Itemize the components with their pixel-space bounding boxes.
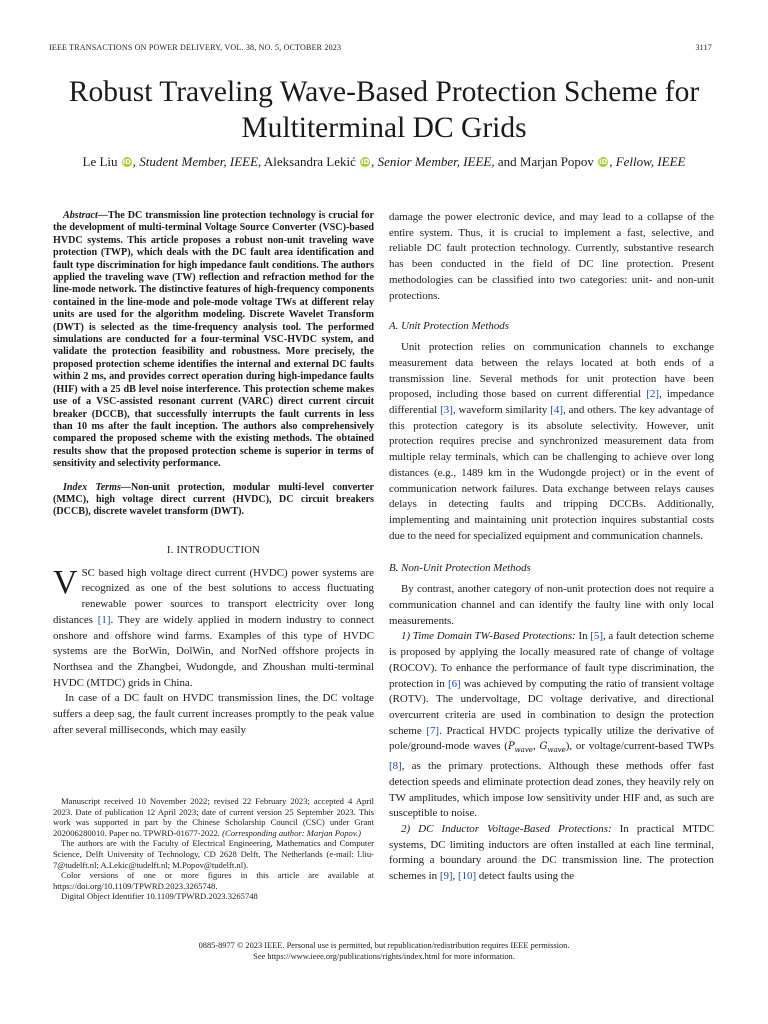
footnote-color-versions: Color versions of one or more figures in this article are available at https://doi.org/10.1109/TPWRD.2023.3265748. [53,870,374,891]
abstract [53,210,374,471]
footnote-manuscript [53,796,374,838]
body-text: , impedance differential [389,388,714,417]
citation-link[interactable]: [2] [646,388,659,401]
body-text: . Practical HVDC projects typically utilize the derivative of pole/ground-mode waves ( [389,724,714,753]
author-conjunction: and [497,154,517,169]
page-number: 3117 [695,43,712,52]
citation-link[interactable]: [10] [457,870,477,883]
citation-link[interactable]: [7] [426,724,440,737]
body-text: Unit protection relies on communication channels to exchange measurement data between the relays located at both ends of a transmission line. Several methods for unit protection have been proposed, including those based on current differential [389,341,714,401]
body-text: , waveform similarity [452,404,551,417]
subsection-heading-a: A. Unit Protection Methods [389,320,509,333]
section-heading-introduction [53,545,374,556]
inductor-voltage-paragraph [389,822,714,885]
math-separator: , [532,740,540,753]
right-paragraph-0: damage the power electronic device, and may lead to a collapse of the entire system. Thus, it is crucial to implement a fast, selective, and reliable DC fault protection technology. Currently, substantive research has been conducted in the field of DC line protection. Present methodologies can be classified into two categories: unit- and non-unit protections. [389,211,714,302]
math-subscript: wave [514,746,533,755]
body-text: detect faults using the [476,870,575,883]
copyright-notice [30,940,738,962]
footnotes [53,796,374,902]
author-2-role: Senior Member, IEEE, [377,154,495,169]
math-subscript: wave [547,746,566,755]
drop-cap: V [53,563,78,601]
citation-link[interactable]: [5] [590,630,603,643]
orcid-icon[interactable]: iD [599,158,608,166]
author-2-name: Aleksandra Lekić [263,154,356,169]
citation-link[interactable]: [6] [447,677,461,690]
title-line-1: Robust Traveling Wave-Based Protection Scheme for [68,76,700,108]
citation-link[interactable]: [9] [439,870,453,883]
body-text: ), or voltage/current-based TWPs [565,740,714,753]
subsubsection-heading: 2) DC Inductor Voltage-Based Protections: [401,822,612,835]
author-list: Le Liu iD , Student Member, IEEE, Aleksandra Lekić iD , Senior Member, IEEE, and Marjan Popov iD , Fellow, IEEE [82,154,686,169]
copyright-line-1: 0885-8977 © 2023 IEEE. Personal use is permitted, but republication/redistribution requires IEEE permission. [198,941,570,950]
footnote-affiliation: The authors are with the Faculty of Electrical Engineering, Mathematics and Computer Science, Delft University of Technology, CD 2628 Delft, The Netherlands (e-mail: l.liu-7@tudelft.nl; A.Lekic@tudelft.nl; M.Popov@tudelft.nl). [53,838,374,870]
running-header [49,43,712,52]
citation-link[interactable]: [1] [97,613,111,626]
math-p-wave [507,741,533,755]
unit-protection-paragraph [389,340,714,544]
non-unit-paragraph: By contrast, another category of non-unit protection does not require a communication channel and can identify the faulty line with only local measurements. [389,583,714,627]
citation-link[interactable]: [8] [389,760,402,773]
right-column [389,210,714,885]
time-domain-paragraph [389,629,714,821]
intro-text: . They are widely applied in modern industry to connect onshore and offshore wind farms. Examples of this type of HVDC systems are the BorWin, DolWin, and NorNed offshore projects in Northsea and the Zhangbei, Wudongde, and Zhoushan multi-terminal HVDC (MTDC) grids in China. [53,613,374,689]
body-text: , and others. The key advantage of this protection category is its absolute selectivity. However, unit protection requires precise and synchronized measurement data from multiple relay terminals, which can be challenging to achieve over long distances (e.g., 1489 km in the Wudongde project) or in the event of communication network failures. Data exchange between relays causes delays in detecting faults and tripping DCCBs. Additionally, implementing and maintaining unit protection inquires substantial costs due to the need for specialized equipment and communication channels. [389,404,715,542]
orcid-icon[interactable]: iD [122,158,131,166]
section-heading-rest: NTRODUCTION [180,544,261,556]
left-column [53,210,374,738]
index-terms-text: Non-unit protection, modular multi-level converter (MMC), high voltage direct current (HVDC), DC circuit breakers (DCCB), discrete wavelet transform (DWT). [53,481,374,518]
body-text: In practical MTDC systems, DC limiting inductors are often installed at each line terminal, forming a boundary around the DC transmission line. The protection schemes in [389,822,714,883]
math-symbol: G [539,741,548,753]
section-heading-initial: I [176,544,181,556]
paper-title [30,74,738,146]
subsubsection-heading: 1) Time Domain TW-Based Protections: [401,630,576,643]
abstract-text: The DC transmission line protection technology is crucial for the development of multi-terminal Voltage Source Converter (VSC)-based HVDC systems. This article proposes a robust non-unit traveling wave protection (TWP), which deals with the DC fault area identification and fault type discrimination for high impedance fault conditions. The authors applied the traveling wave (TW) reflection and refraction method for the line-mode network. The distinctive features of high-frequency components contained in the line-mode and pole-mode voltage TWs at different relay units are used for the algorithm modeling. Discrete Wavelet Transform (DWT) is selected as the time-frequency analysis tool. The performed simulations are conducted for a four-terminal VSC-HVDC system, and validate the protection feasibility and robustness. More precisely, the proposed protection scheme identifies the internal and external DC faults within 2 ms, and provides correct operation during high-impedance faults (HIF) with a 25 dB level noise interference. This protection scheme makes use of a VSC-assisted resonant current (VARC) direct current circuit breaker (DCCB), that successfully interrupts the fault currents in less than 10 ms after the fault inception. The authors also comprehensively compared the proposed scheme with the existing methods. The obtained results show that the proposed protection scheme is superior in terms of sensitivity and selectivity performance. [53,210,374,470]
intro-text: SC based high voltage direct current (HVDC) power systems are recognized as one of the best solutions to access fluctuating renewable power sources to transport electricity over long distances [53,566,374,626]
intro-paragraph-1 [53,563,374,692]
index-terms [53,482,374,519]
section-numeral: I. [166,544,174,556]
math-g-wave [539,741,566,755]
body-text: In [575,630,591,643]
body-text: , [452,870,458,883]
body-text: , as the primary protections. Although these methods offer fast detection speeds and eliminate protection dead zones, they heavily rely on TW amplitudes, which impose low sensitivity under HIF and, as such are susceptible to noise. [389,760,714,820]
footnote-text: Manuscript received 10 November 2022; revised 22 February 2023; accepted 4 April 2023. Date of publication 12 April 2023; date of current version 25 September 2023. This work was supported in part by the Chinese Scholarship Council (CSC) under Grant 202006280010. Paper no. TPWRD-01677-2022. [53,796,374,838]
subsection-heading-b: B. Non-Unit Protection Methods [389,562,531,575]
title-line-2: Multiterminal DC Grids [241,112,527,144]
author-1-role: Student Member, IEEE, [139,154,262,169]
abstract-label: Abstract— [63,210,108,221]
body-text: , a fault detection scheme is proposed by applying the locally measured rate of change of voltage (ROCOV). To enhance the performance of fault type discrimination, the protection in [389,630,714,690]
orcid-icon[interactable]: iD [361,158,370,166]
citation-link[interactable]: [4] [550,404,563,417]
copyright-line-2: See https://www.ieee.org/publications/rights/index.html for more information. [253,952,515,961]
index-terms-label: Index Terms— [63,481,131,493]
author-3-role: Fellow, IEEE [615,154,686,169]
footnote-corresponding: (Corresponding author: Marjan Popov.) [222,827,362,838]
math-symbol: P [507,741,515,753]
intro-paragraph-2: In case of a DC fault on HVDC transmission lines, the DC voltage suffers a deep sag, the fault current increases promptly to the peak value after several milliseconds, which may easily [53,692,374,736]
body-text: was achieved by computing the ratio of transient voltage (ROTV). The undervoltage, DC voltage derivative, and directional overcurrent criteria are used in combination to design the protection scheme [389,677,714,737]
author-3-name: Marjan Popov [519,154,594,169]
footnote-doi: Digital Object Identifier 10.1109/TPWRD.2023.3265748 [61,891,258,902]
author-1-name: Le Liu [82,154,118,169]
journal-info: IEEE TRANSACTIONS ON POWER DELIVERY, VOL. 38, NO. 5, OCTOBER 2023 [49,43,342,52]
citation-link[interactable]: [3] [440,404,453,417]
